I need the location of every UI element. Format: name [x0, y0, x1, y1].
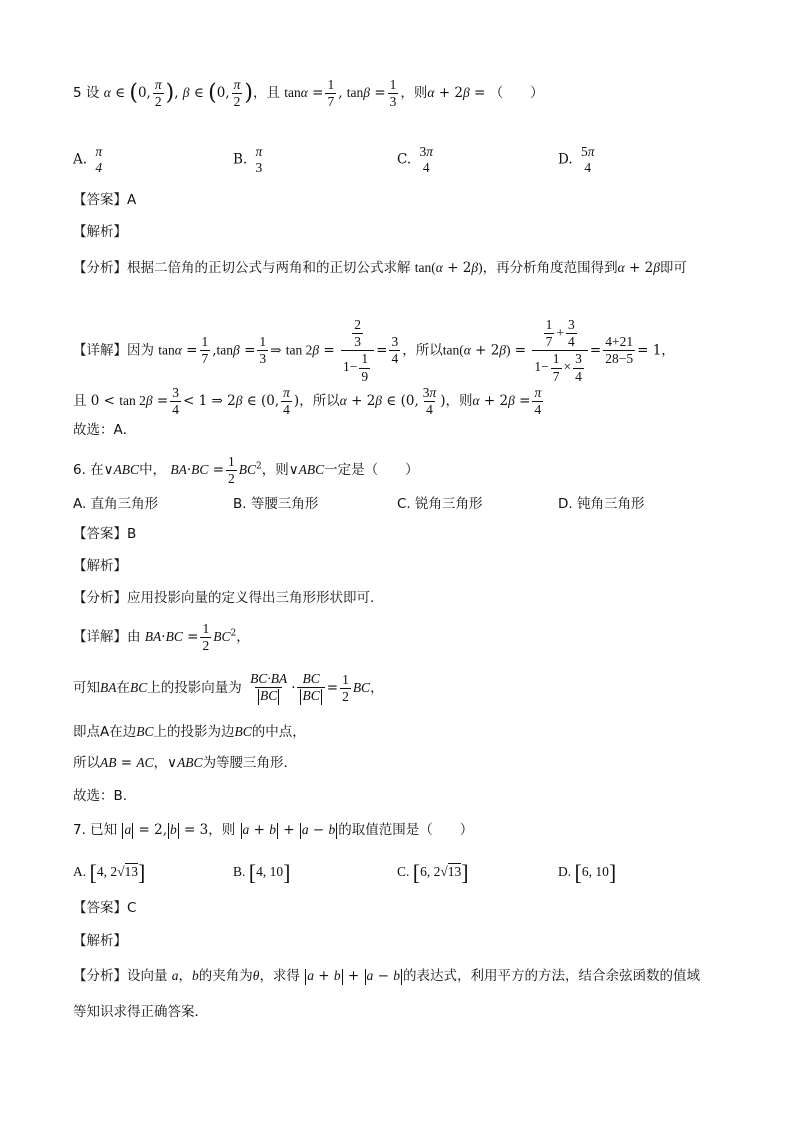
- q5-number: 5 设: [73, 85, 100, 102]
- q7-fenxi-cont: 等知识求得正确答案．: [73, 1004, 208, 1020]
- q5-option-b: B. π 3: [233, 144, 263, 176]
- q5-detail: 【详解】因为 tanα = $\frac{1}{7}$ ,tanβ = $\frac{1}{3}$ ⇒ tan 2β = $\frac{2}{3}$ 1− $\frac{1}{9}$ = $\frac{3}{4}$ ，所以tan(α + 2β) = $\frac{1}{7}$ + $\frac{3}{4}$ 1− $\frac{1}{7}$ × $\frac{3}{4}$ = $\frac{4+21}{28-5}$ = 1，: [73, 317, 675, 384]
- q6-analysis-label: 【解析】: [73, 558, 127, 574]
- q6-projection: 可知BA在BC上的投影向量为 $\frac{BC\cdot BA}{BC}$ · $\frac{BC}{BC}$ = $\frac{1}{2}$ BC，: [73, 671, 384, 705]
- q7-option-c: C. [6, 2√13]: [397, 859, 469, 885]
- q6-option-b: B. 等腰三角形: [233, 496, 319, 512]
- q6-option-d: D. 钝角三角形: [558, 496, 645, 512]
- q5-option-c: C. 3π 4: [397, 144, 433, 176]
- q6-option-c: C. 锐角三角形: [397, 496, 483, 512]
- q6-point-line: 即点A在边BC上的投影为边BC的中点，: [73, 724, 306, 740]
- q6-option-a: A. 直角三角形: [73, 496, 159, 512]
- q5-option-d: D. 5π 4: [558, 144, 595, 176]
- q6-choose: 故选：B.: [73, 788, 128, 804]
- q6-detail: 【详解】由 BA·BC = $\frac{1}{2}$ $BC^2$，: [73, 621, 250, 654]
- q6-answer: 【答案】B: [73, 526, 137, 542]
- q7-option-b: B. [4, 10]: [233, 859, 291, 885]
- q6-stem: 6. 在∨ABC中， BA·BC = $\frac{1}{2}$ $BC^2$，则∨ABC一定是（ ）: [73, 454, 419, 487]
- q5-fenxi: 【分析】根据二倍角的正切公式与两角和的正切公式求解 tan(α + 2β)，再分析角度范围得到α + 2β即可: [73, 260, 687, 276]
- q5-answer: 【答案】A: [73, 192, 137, 208]
- q5-analysis-label: 【解析】: [73, 224, 127, 240]
- q7-option-a: A. [4, 2√13]: [73, 859, 146, 885]
- q5-stem: 5 设 α ∈ (0, $\frac{\pi}{2}$ ), β ∈ (0, $\frac{\pi}{2}$ )，且 tanα = $\frac{1}{7}$ , tanβ = $\frac{1}{3}$ ，则α + 2β = （ ）: [73, 77, 544, 110]
- q7-analysis-label: 【解析】: [73, 933, 127, 949]
- q5-choose: 故选：A．: [73, 422, 137, 438]
- q7-option-d: D. [6, 10]: [558, 859, 617, 885]
- q7-stem: 7. 已知 a = 2, b = 3，则 a + b + a − b 的取值范围是（ ）: [73, 822, 474, 838]
- q7-fenxi: 【分析】设向量 a，b的夹角为θ，求得 a + b + a − b 的表达式，利用平方的方法，结合余弦函数的值域: [73, 968, 700, 984]
- q6-fenxi: 【分析】应用投影向量的定义得出三角形形状即可.: [73, 590, 375, 606]
- q5-option-a: A. π 4: [73, 144, 103, 176]
- q7-answer: 【答案】C: [73, 900, 137, 916]
- q5-detail-range: 且 0 < tan 2β = $\frac{3}{4}$ < 1 ⇒ 2β ∈ (0, $\frac{\pi}{4}$ )，所以α + 2β ∈ (0, $\frac{3\pi}{4}$ )，则α + 2β = $\frac{\pi}{4}$: [73, 385, 542, 418]
- q6-so-line: 所以AB = AC，∨ABC为等腰三角形．: [73, 755, 298, 771]
